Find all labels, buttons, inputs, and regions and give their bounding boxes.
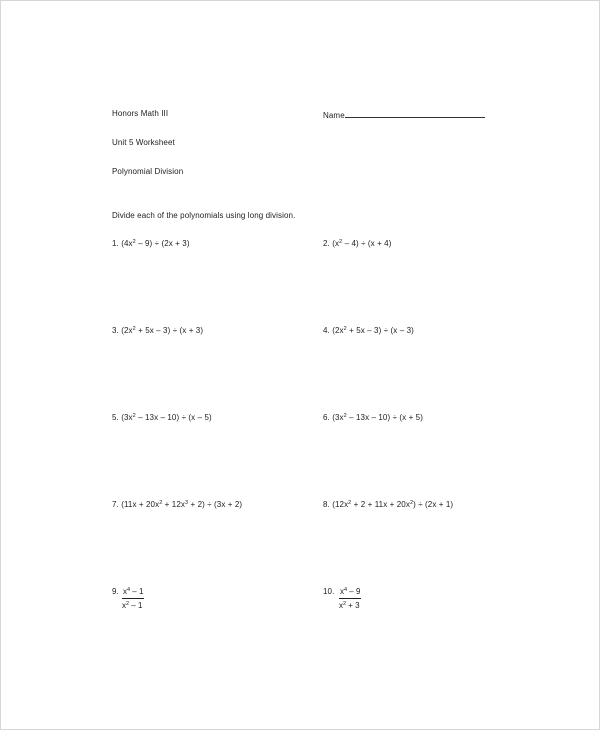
problem-8: 8. $(12x^2 + 2 + 11x + 20x^2) \div (2x + 1)$: [323, 500, 454, 509]
fraction-denominator: $x^2 - 1$: [122, 601, 143, 610]
problem-10-number: 10.: [323, 587, 335, 596]
course-title: Honors Math III: [112, 109, 169, 118]
problem-number: 4.: [323, 326, 330, 335]
problem-1: 1. $(4x^2 - 9) \div (2x + 3)$: [112, 239, 190, 248]
problem-6: 6. $(3x^2 - 13x - 10) \div (x + 5)$: [323, 413, 423, 422]
fraction-numerator: $x^4 - 1$: [122, 587, 144, 599]
problem-number: 7.: [112, 500, 119, 509]
fraction-numerator: $x^4 - 9$: [339, 587, 361, 599]
instructions: Divide each of the polynomials using long division.: [112, 211, 296, 220]
problem-number: 8.: [323, 500, 330, 509]
problem-4: 4. $(2x^2 + 5x - 3) \div (x - 3)$: [323, 326, 414, 335]
problem-3: 3. $(2x^2 + 5x - 3) \div (x + 3)$: [112, 326, 204, 335]
problem-2: 2. $(x^2 - 4) \div (x + 4)$: [323, 239, 392, 248]
problem-9-number: 9.: [112, 587, 119, 596]
unit-title: Unit 5 Worksheet: [112, 138, 175, 147]
problem-7: 7. $(11x + 20x^2 + 12x^3 + 2) \div (3x + 2)$: [112, 500, 243, 509]
name-blank-line[interactable]: [345, 109, 485, 118]
problem-number: 6.: [323, 413, 330, 422]
problem-5: 5. $(3x^2 - 13x - 10) \div (x - 5)$: [112, 413, 212, 422]
problem-number: 2.: [323, 239, 330, 248]
name-field[interactable]: [323, 109, 485, 121]
fraction-denominator: $x^2 + 3$: [339, 601, 360, 610]
problem-number: 1.: [112, 239, 119, 248]
topic-title: Polynomial Division: [112, 167, 184, 176]
name-label: Name: [323, 111, 345, 120]
problem-number: 3.: [112, 326, 119, 335]
problem-9-fraction: [122, 587, 144, 611]
problem-10-fraction: [339, 587, 361, 611]
problem-number: 5.: [112, 413, 119, 422]
